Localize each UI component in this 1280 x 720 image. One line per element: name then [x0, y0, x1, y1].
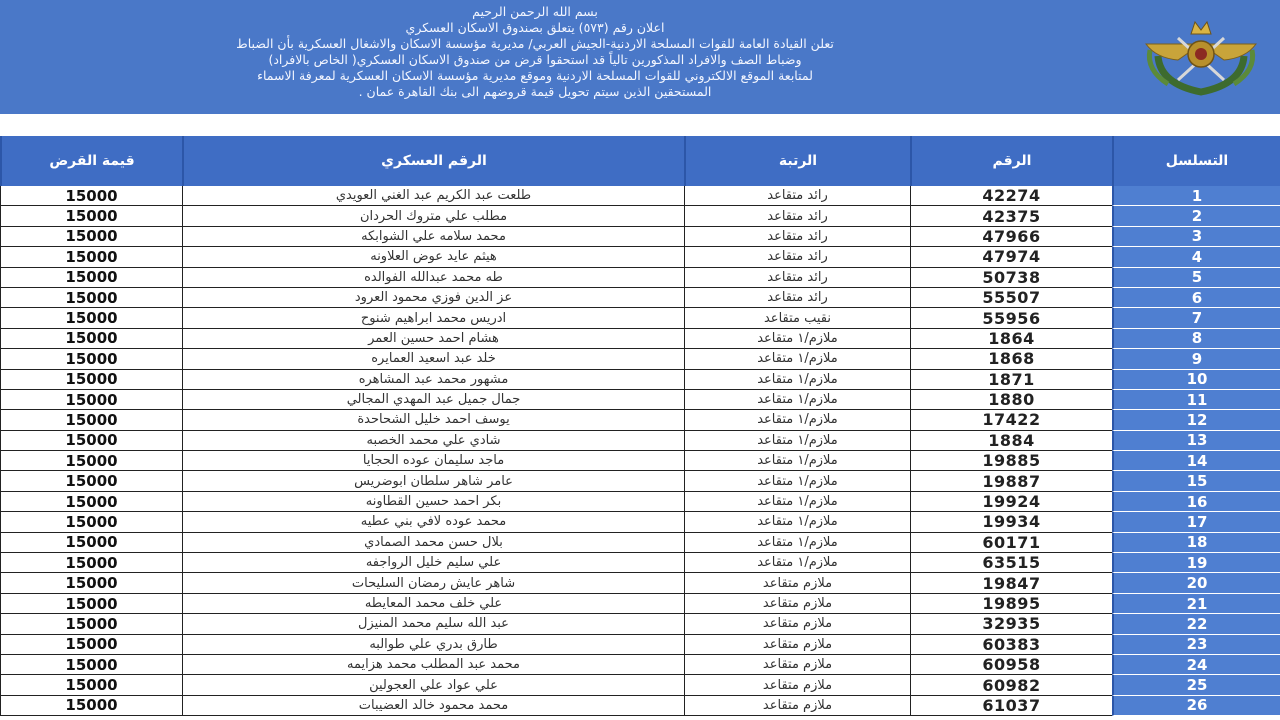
- table-row: [0, 329, 1280, 349]
- table-row: [0, 349, 1280, 369]
- header-rank: الرتبة: [684, 136, 910, 186]
- loan-value-cell: 15000: [0, 186, 182, 206]
- serial-cell: 20: [1112, 573, 1280, 593]
- serial-cell: 19: [1112, 553, 1280, 573]
- rank-cell: ملازم/١ متقاعد: [684, 390, 910, 410]
- separator: [0, 114, 1280, 136]
- loan-value-cell: 15000: [0, 349, 182, 369]
- number-cell: 47966: [910, 227, 1112, 247]
- rank-cell: ملازم/١ متقاعد: [684, 370, 910, 390]
- loan-value-cell: 15000: [0, 614, 182, 634]
- table-row: [0, 492, 1280, 512]
- serial-cell: 15: [1112, 471, 1280, 491]
- rank-cell: رائد متقاعد: [684, 268, 910, 288]
- rank-cell: نقيب متقاعد: [684, 308, 910, 328]
- name-cell: بلال حسن محمد الصمادي: [182, 533, 684, 553]
- rank-cell: ملازم متقاعد: [684, 675, 910, 695]
- table-row: [0, 635, 1280, 655]
- number-cell: 19895: [910, 594, 1112, 614]
- serial-cell: 7: [1112, 308, 1280, 328]
- number-cell: 19847: [910, 573, 1112, 593]
- number-cell: 42274: [910, 186, 1112, 206]
- header-loan-value: قيمة القرض: [0, 136, 182, 186]
- name-cell: محمد عبد المطلب محمد هزايمه: [182, 655, 684, 675]
- rank-cell: ملازم متقاعد: [684, 655, 910, 675]
- rank-cell: ملازم/١ متقاعد: [684, 533, 910, 553]
- loan-value-cell: 15000: [0, 451, 182, 471]
- table-row: [0, 186, 1280, 206]
- name-cell: عبد الله سليم محمد المنيزل: [182, 614, 684, 634]
- number-cell: 19934: [910, 512, 1112, 532]
- number-cell: 1868: [910, 349, 1112, 369]
- loan-value-cell: 15000: [0, 227, 182, 247]
- serial-cell: 18: [1112, 533, 1280, 553]
- serial-cell: 1: [1112, 186, 1280, 206]
- rank-cell: رائد متقاعد: [684, 186, 910, 206]
- rank-cell: ملازم/١ متقاعد: [684, 431, 910, 451]
- table-row: [0, 594, 1280, 614]
- loan-value-cell: 15000: [0, 492, 182, 512]
- announcement-line: اعلان رقم (٥٧٣) يتعلق بصندوق الاسكان العسكري: [405, 20, 665, 35]
- announcement-line: لمتابعة الموقع الالكتروني للقوات المسلحة الاردنية وموقع مديرية مؤسسة الاسكان العسكرية لمعرفة الاسماء: [257, 68, 813, 83]
- table-row: [0, 410, 1280, 430]
- loan-value-cell: 15000: [0, 594, 182, 614]
- number-cell: 61037: [910, 696, 1112, 716]
- name-cell: طارق بدري علي طوالبه: [182, 635, 684, 655]
- rank-cell: ملازم متقاعد: [684, 696, 910, 716]
- loan-value-cell: 15000: [0, 329, 182, 349]
- table-row: [0, 675, 1280, 695]
- name-cell: عز الدين فوزي محمود العرود: [182, 288, 684, 308]
- serial-cell: 23: [1112, 635, 1280, 655]
- rank-cell: ملازم/١ متقاعد: [684, 471, 910, 491]
- name-cell: يوسف احمد خليل الشحاحدة: [182, 410, 684, 430]
- table-row: [0, 431, 1280, 451]
- header-military-number: الرقم العسكري: [182, 136, 684, 186]
- number-cell: 55507: [910, 288, 1112, 308]
- table-row: [0, 655, 1280, 675]
- number-cell: 19885: [910, 451, 1112, 471]
- announcement-text: [20, 4, 1050, 100]
- number-cell: 50738: [910, 268, 1112, 288]
- serial-cell: 8: [1112, 329, 1280, 349]
- serial-cell: 21: [1112, 594, 1280, 614]
- loan-value-cell: 15000: [0, 370, 182, 390]
- rank-cell: رائد متقاعد: [684, 227, 910, 247]
- loan-value-cell: 15000: [0, 308, 182, 328]
- number-cell: 1880: [910, 390, 1112, 410]
- table-header: [0, 136, 1280, 186]
- loan-value-cell: 15000: [0, 573, 182, 593]
- number-cell: 17422: [910, 410, 1112, 430]
- rank-cell: رائد متقاعد: [684, 247, 910, 267]
- loan-value-cell: 15000: [0, 533, 182, 553]
- name-cell: ادريس محمد ابراهيم شنوح: [182, 308, 684, 328]
- announcement-line: تعلن القيادة العامة للقوات المسلحة الاردنية-الجيش العربي/ مديرية مؤسسة الاسكان والاشغال العسكرية بأن الضباط: [236, 36, 834, 51]
- name-cell: بكر احمد حسين القطاونه: [182, 492, 684, 512]
- table-row: [0, 288, 1280, 308]
- serial-cell: 5: [1112, 268, 1280, 288]
- jordan-armed-forces-emblem-icon: [1138, 14, 1264, 96]
- name-cell: شاهر عايش رمضان السليحات: [182, 573, 684, 593]
- loan-value-cell: 15000: [0, 512, 182, 532]
- loan-value-cell: 15000: [0, 431, 182, 451]
- rank-cell: ملازم/١ متقاعد: [684, 512, 910, 532]
- rank-cell: ملازم/١ متقاعد: [684, 349, 910, 369]
- rank-cell: ملازم/١ متقاعد: [684, 451, 910, 471]
- loan-value-cell: 15000: [0, 390, 182, 410]
- name-cell: هشام احمد حسين العمر: [182, 329, 684, 349]
- name-cell: طلعت عبد الكريم عبد الغني العويدي: [182, 186, 684, 206]
- name-cell: مشهور محمد عبد المشاهره: [182, 370, 684, 390]
- table-row: [0, 533, 1280, 553]
- number-cell: 1884: [910, 431, 1112, 451]
- name-cell: خلد عبد اسعيد العمايره: [182, 349, 684, 369]
- table-row: [0, 573, 1280, 593]
- serial-cell: 11: [1112, 390, 1280, 410]
- loan-value-cell: 15000: [0, 696, 182, 716]
- number-cell: 55956: [910, 308, 1112, 328]
- loan-value-cell: 15000: [0, 471, 182, 491]
- header-serial: التسلسل: [1112, 136, 1280, 186]
- rank-cell: ملازم متقاعد: [684, 594, 910, 614]
- rank-cell: ملازم متقاعد: [684, 573, 910, 593]
- table-row: [0, 268, 1280, 288]
- table-row: [0, 390, 1280, 410]
- serial-cell: 14: [1112, 451, 1280, 471]
- loan-value-cell: 15000: [0, 635, 182, 655]
- name-cell: محمد عوده لافي بني عطيه: [182, 512, 684, 532]
- table-row: [0, 512, 1280, 532]
- name-cell: علي عواد علي العجولين: [182, 675, 684, 695]
- header-number: الرقم: [910, 136, 1112, 186]
- serial-cell: 2: [1112, 206, 1280, 226]
- number-cell: 63515: [910, 553, 1112, 573]
- number-cell: 60982: [910, 675, 1112, 695]
- rank-cell: ملازم/١ متقاعد: [684, 329, 910, 349]
- serial-cell: 4: [1112, 247, 1280, 267]
- table-row: [0, 227, 1280, 247]
- serial-cell: 24: [1112, 655, 1280, 675]
- name-cell: هيثم عايد عوض العلاونه: [182, 247, 684, 267]
- rank-cell: ملازم متقاعد: [684, 614, 910, 634]
- table-row: [0, 370, 1280, 390]
- announcement-line: بسم الله الرحمن الرحيم: [472, 4, 598, 19]
- number-cell: 60958: [910, 655, 1112, 675]
- number-cell: 19924: [910, 492, 1112, 512]
- name-cell: محمد سلامه علي الشوابكه: [182, 227, 684, 247]
- announcement-banner: [0, 0, 1280, 114]
- serial-cell: 10: [1112, 370, 1280, 390]
- loan-value-cell: 15000: [0, 206, 182, 226]
- name-cell: جمال جميل عبد المهدي المجالي: [182, 390, 684, 410]
- table-row: [0, 553, 1280, 573]
- serial-cell: 13: [1112, 431, 1280, 451]
- number-cell: 60383: [910, 635, 1112, 655]
- serial-cell: 26: [1112, 696, 1280, 716]
- name-cell: عامر شاهر سلطان ابوضريس: [182, 471, 684, 491]
- announcement-line: المستحقين الذين سيتم تحويل قيمة قروضهم الى بنك القاهرة عمان .: [358, 84, 712, 99]
- rank-cell: ملازم/١ متقاعد: [684, 492, 910, 512]
- rank-cell: ملازم/١ متقاعد: [684, 410, 910, 430]
- table-body: [0, 186, 1280, 716]
- announcement-line: وضباط الصف والافراد المذكورين تالياً قد استحقوا قرض من صندوق الاسكان العسكري( الخاص بالافراد): [268, 52, 802, 67]
- loan-value-cell: 15000: [0, 655, 182, 675]
- table-row: [0, 696, 1280, 716]
- serial-cell: 3: [1112, 227, 1280, 247]
- table-row: [0, 206, 1280, 226]
- loan-value-cell: 15000: [0, 247, 182, 267]
- serial-cell: 22: [1112, 614, 1280, 634]
- serial-cell: 12: [1112, 410, 1280, 430]
- name-cell: شادي علي محمد الخصبه: [182, 431, 684, 451]
- number-cell: 1871: [910, 370, 1112, 390]
- table-row: [0, 308, 1280, 328]
- table-row: [0, 614, 1280, 634]
- number-cell: 60171: [910, 533, 1112, 553]
- number-cell: 1864: [910, 329, 1112, 349]
- name-cell: ماجد سليمان عوده الحجايا: [182, 451, 684, 471]
- number-cell: 32935: [910, 614, 1112, 634]
- loan-value-cell: 15000: [0, 288, 182, 308]
- loan-value-cell: 15000: [0, 675, 182, 695]
- serial-cell: 25: [1112, 675, 1280, 695]
- number-cell: 47974: [910, 247, 1112, 267]
- name-cell: مطلب علي متروك الحردان: [182, 206, 684, 226]
- loan-value-cell: 15000: [0, 410, 182, 430]
- table-row: [0, 247, 1280, 267]
- rank-cell: ملازم متقاعد: [684, 635, 910, 655]
- table-row: [0, 451, 1280, 471]
- serial-cell: 17: [1112, 512, 1280, 532]
- name-cell: محمد محمود خالد العضيبات: [182, 696, 684, 716]
- name-cell: طه محمد عبدالله الفوالده: [182, 268, 684, 288]
- name-cell: علي خلف محمد المعايطه: [182, 594, 684, 614]
- rank-cell: ملازم/١ متقاعد: [684, 553, 910, 573]
- rank-cell: رائد متقاعد: [684, 206, 910, 226]
- serial-cell: 6: [1112, 288, 1280, 308]
- loan-value-cell: 15000: [0, 553, 182, 573]
- number-cell: 42375: [910, 206, 1112, 226]
- loan-value-cell: 15000: [0, 268, 182, 288]
- number-cell: 19887: [910, 471, 1112, 491]
- serial-cell: 16: [1112, 492, 1280, 512]
- rank-cell: رائد متقاعد: [684, 288, 910, 308]
- serial-cell: 9: [1112, 349, 1280, 369]
- name-cell: علي سليم خليل الرواجفه: [182, 553, 684, 573]
- table-row: [0, 471, 1280, 491]
- loan-recipients-table: [0, 136, 1280, 720]
